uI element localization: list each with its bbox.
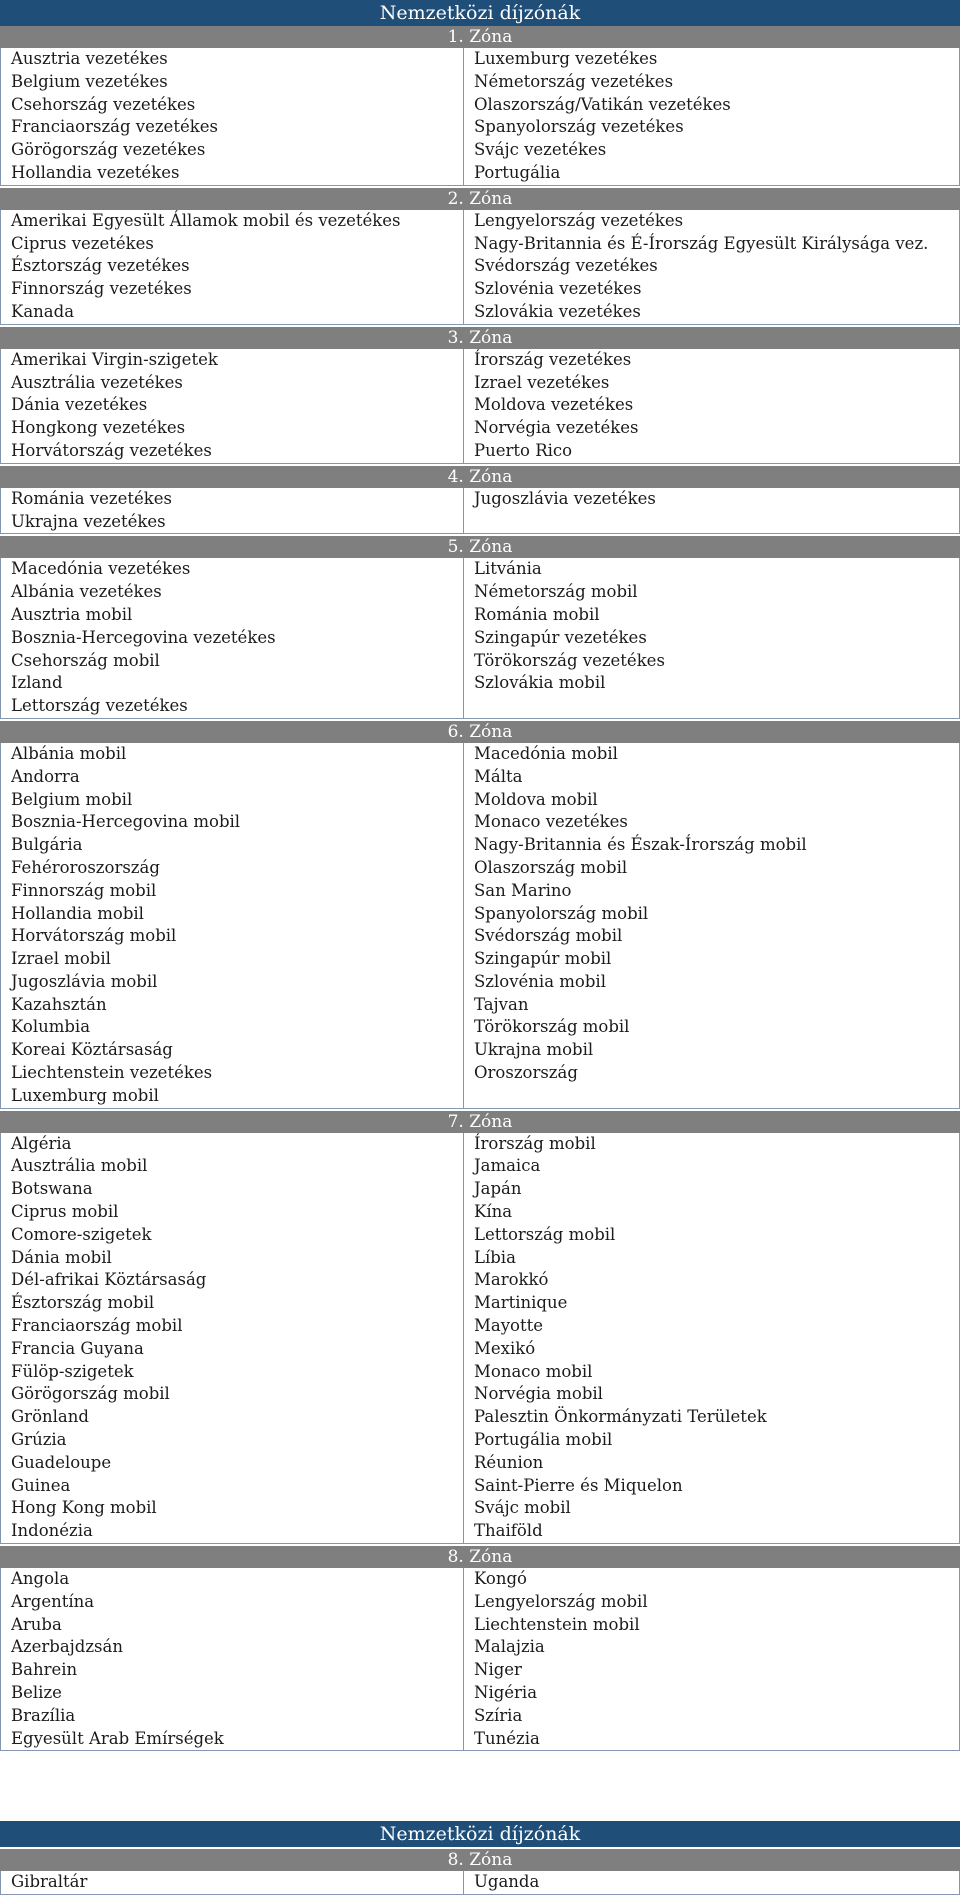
zone-column-left [1, 1133, 464, 1543]
country-entry: Franciaország mobil [11, 1316, 183, 1336]
country-entry: Thaiföld [474, 1521, 543, 1541]
country-entry: Moldova mobil [474, 789, 598, 809]
country-entry: Tunézia [474, 1728, 540, 1748]
country-entry: Algéria [11, 1133, 72, 1153]
zone-body [0, 48, 960, 186]
country-entry: Azerbajdzsán [11, 1637, 123, 1657]
country-entry: Koreai Köztársaság [11, 1040, 173, 1060]
country-entry: Lettország vezetékes [11, 696, 188, 716]
country-entry: Ukrajna mobil [474, 1040, 594, 1060]
country-entry: Németország vezetékes [474, 71, 674, 91]
country-entry: Macedónia vezetékes [11, 559, 191, 579]
country-entry: Albánia mobil [11, 743, 127, 763]
country-entry: Hollandia vezetékes [11, 162, 180, 182]
country-entry: Portugália mobil [474, 1430, 613, 1450]
country-entry: Grönland [11, 1407, 89, 1427]
zone-column-left [1, 1568, 464, 1750]
zone-body [0, 210, 960, 325]
zone-header: 7. Zóna [0, 1109, 960, 1133]
country-entry: Grúzia [11, 1430, 67, 1450]
country-entry: Jugoszlávia vezetékes [474, 488, 656, 508]
zone-header: 8. Zóna [0, 1849, 960, 1871]
country-entry: Ausztrália vezetékes [11, 372, 183, 392]
zone-column-left [1, 210, 464, 324]
country-entry: Jugoszlávia mobil [11, 971, 158, 991]
zone-body [0, 349, 960, 464]
country-entry: Jamaica [474, 1156, 541, 1176]
country-entry: Mayotte [474, 1316, 544, 1336]
country-entry: Comore-szigetek [11, 1224, 152, 1244]
country-entry: Spanyolország vezetékes [474, 117, 684, 137]
country-entry: Bosznia-Hercegovina vezetékes [11, 627, 276, 647]
zone-column-right [464, 349, 960, 463]
country-entry: Spanyolország mobil [474, 903, 649, 923]
country-entry: Franciaország vezetékes [11, 117, 218, 137]
country-entry: Saint-Pierre és Miquelon [474, 1475, 683, 1495]
country-entry: Indonézia [11, 1521, 93, 1541]
zone-body [0, 743, 960, 1109]
country-entry: Bulgária [11, 835, 83, 855]
country-entry: Görögország mobil [11, 1384, 170, 1404]
country-entry: Ukrajna vezetékes [11, 511, 166, 531]
country-entry: Ausztrália mobil [11, 1156, 148, 1176]
zone-column-left [1, 48, 464, 185]
country-entry: Bosznia-Hercegovina mobil [11, 812, 241, 832]
zone-table [0, 26, 960, 1751]
country-entry: Líbia [474, 1247, 516, 1267]
country-entry: Ciprus mobil [11, 1202, 119, 1222]
zone-column-right [464, 558, 960, 718]
zone-column-left [1, 743, 464, 1108]
country-entry: Olaszország/Vatikán vezetékes [474, 94, 731, 114]
country-entry: Niger [474, 1660, 522, 1680]
zone-body [0, 1133, 960, 1544]
country-entry: Nagy-Britannia és É-Írország Egyesült Királysága vez. [474, 233, 929, 253]
country-entry: San Marino [474, 880, 572, 900]
country-entry: Horvátország vezetékes [11, 440, 212, 460]
zone-body [0, 1871, 960, 1895]
country-entry: Törökország vezetékes [474, 650, 665, 670]
zone-column-left [1, 1871, 464, 1894]
country-entry: Írország vezetékes [474, 349, 632, 369]
country-entry: Németország mobil [474, 582, 638, 602]
country-entry: Ausztria vezetékes [11, 49, 168, 68]
country-entry: Dél-afrikai Köztársaság [11, 1270, 207, 1290]
country-entry: Nigéria [474, 1683, 538, 1702]
country-entry: Ciprus vezetékes [11, 233, 154, 253]
country-entry: Svájc mobil [474, 1498, 571, 1518]
zone-column-right [464, 210, 960, 324]
country-entry: Kanada [11, 301, 75, 321]
country-entry: Horvátország mobil [11, 926, 177, 946]
country-entry: Malajzia [474, 1637, 545, 1657]
country-entry: Martinique [474, 1293, 568, 1313]
country-entry: Szlovénia mobil [474, 971, 606, 991]
country-entry: Kolumbia [11, 1017, 91, 1037]
country-entry: Botswana [11, 1179, 93, 1199]
country-entry: Norvégia mobil [474, 1384, 603, 1404]
zone-column-right [464, 48, 960, 185]
country-entry: Csehország vezetékes [11, 94, 196, 114]
country-entry: Finnország mobil [11, 880, 157, 900]
country-entry: Andorra [11, 766, 80, 786]
zone-column-right [464, 1871, 960, 1894]
country-entry: Amerikai Egyesült Államok mobil és vezetékes [11, 210, 401, 230]
country-entry: Szingapúr mobil [474, 949, 612, 969]
country-entry: Guinea [11, 1475, 71, 1495]
zone-body [0, 1568, 960, 1751]
country-entry: Svédország mobil [474, 926, 623, 946]
country-entry: Szlovénia vezetékes [474, 279, 642, 299]
country-entry: Svájc vezetékes [474, 140, 607, 160]
country-entry: Monaco vezetékes [474, 812, 628, 832]
country-entry: Finnország vezetékes [11, 279, 192, 299]
country-entry: Lettország mobil [474, 1224, 616, 1244]
zone-header: 5. Zóna [0, 534, 960, 558]
country-entry: Szingapúr vezetékes [474, 627, 647, 647]
country-entry: Puerto Rico [474, 440, 573, 460]
country-entry: Norvégia vezetékes [474, 418, 639, 438]
country-entry: Albánia vezetékes [11, 582, 162, 602]
country-entry: Aruba [11, 1614, 62, 1634]
country-entry: Belize [11, 1683, 62, 1702]
country-entry: Brazília [11, 1705, 76, 1725]
zone-column-left [1, 488, 464, 534]
country-entry [464, 511, 960, 534]
page-title: Nemzetközi díjzónák [0, 0, 960, 26]
country-entry: Gibraltár [11, 1872, 88, 1891]
country-entry: Palesztin Önkormányzati Területek [474, 1407, 767, 1427]
country-entry: Réunion [474, 1452, 544, 1472]
country-entry: Kongó [474, 1569, 527, 1589]
country-entry: Dánia mobil [11, 1247, 112, 1267]
zone-table-continued [0, 1849, 960, 1895]
zone-column-right [464, 1568, 960, 1750]
zone-header: 2. Zóna [0, 186, 960, 210]
country-entry: Tajvan [474, 994, 529, 1014]
country-entry: Görögország vezetékes [11, 140, 206, 160]
country-entry: Szíria [474, 1705, 523, 1725]
country-entry: Belgium mobil [11, 789, 133, 809]
zone-body [0, 558, 960, 719]
country-entry: Moldova vezetékes [474, 395, 634, 415]
country-entry: Litvánia [474, 559, 542, 579]
country-entry: Lengyelország mobil [474, 1591, 648, 1611]
country-entry: Belgium vezetékes [11, 71, 168, 91]
zone-column-left [1, 349, 464, 463]
country-entry: Észtország mobil [11, 1293, 155, 1313]
zone-header: 8. Zóna [0, 1544, 960, 1568]
country-entry: Francia Guyana [11, 1338, 144, 1358]
country-entry: Szlovákia vezetékes [474, 301, 641, 321]
country-entry: Portugália [474, 162, 561, 182]
country-entry: Egyesült Arab Emírségek [11, 1728, 224, 1748]
country-entry: Nagy-Britannia és Észak-Írország mobil [474, 835, 807, 855]
country-entry: Csehország mobil [11, 650, 160, 670]
country-entry: Málta [474, 766, 523, 786]
second-page-title: Nemzetközi díjzónák [0, 1821, 960, 1847]
country-entry: Mexikó [474, 1338, 536, 1358]
country-entry: Szlovákia mobil [474, 673, 606, 693]
country-entry: Japán [474, 1179, 522, 1199]
country-entry: Izrael mobil [11, 949, 111, 969]
country-entry: Olaszország mobil [474, 857, 628, 877]
country-entry: Ausztria mobil [11, 604, 133, 624]
country-entry: Hong Kong mobil [11, 1498, 157, 1518]
country-entry: Fehéroroszország [11, 857, 160, 877]
country-entry: Hongkong vezetékes [11, 418, 186, 438]
country-entry: Luxemburg vezetékes [474, 49, 658, 68]
country-entry: Dánia vezetékes [11, 395, 148, 415]
country-entry: Luxemburg mobil [11, 1085, 159, 1105]
zone-header: 1. Zóna [0, 26, 960, 48]
country-entry: Liechtenstein vezetékes [11, 1063, 213, 1083]
country-entry: Izrael vezetékes [474, 372, 610, 392]
country-entry: Kazahsztán [11, 994, 107, 1014]
zone-column-right [464, 743, 960, 1108]
country-entry: Románia mobil [474, 604, 600, 624]
country-entry: Liechtenstein mobil [474, 1614, 640, 1634]
country-entry [464, 695, 960, 718]
zone-header: 6. Zóna [0, 719, 960, 743]
country-entry [464, 1085, 960, 1108]
country-entry: Monaco mobil [474, 1361, 593, 1381]
country-entry: Törökország mobil [474, 1017, 630, 1037]
country-entry: Angola [11, 1569, 70, 1589]
country-entry: Izland [11, 673, 63, 693]
country-entry: Macedónia mobil [474, 743, 618, 763]
country-entry: Marokkó [474, 1270, 549, 1290]
country-entry: Írország mobil [474, 1133, 596, 1153]
country-entry: Svédország vezetékes [474, 256, 658, 276]
country-entry: Argentína [11, 1591, 95, 1611]
zone-column-left [1, 558, 464, 718]
zone-column-right [464, 488, 960, 534]
zone-header: 4. Zóna [0, 464, 960, 488]
country-entry: Bahrein [11, 1660, 78, 1680]
zone-header: 3. Zóna [0, 325, 960, 349]
country-entry: Lengyelország vezetékes [474, 210, 684, 230]
country-entry: Fülöp-szigetek [11, 1361, 134, 1381]
country-entry: Uganda [474, 1872, 540, 1891]
country-entry: Hollandia mobil [11, 903, 144, 923]
country-entry: Guadeloupe [11, 1452, 112, 1472]
country-entry: Románia vezetékes [11, 488, 172, 508]
country-entry: Amerikai Virgin-szigetek [11, 349, 218, 369]
country-entry: Észtország vezetékes [11, 256, 190, 276]
zone-body [0, 488, 960, 535]
zone-column-right [464, 1133, 960, 1543]
country-entry: Kína [474, 1202, 513, 1222]
country-entry: Oroszország [474, 1063, 578, 1083]
